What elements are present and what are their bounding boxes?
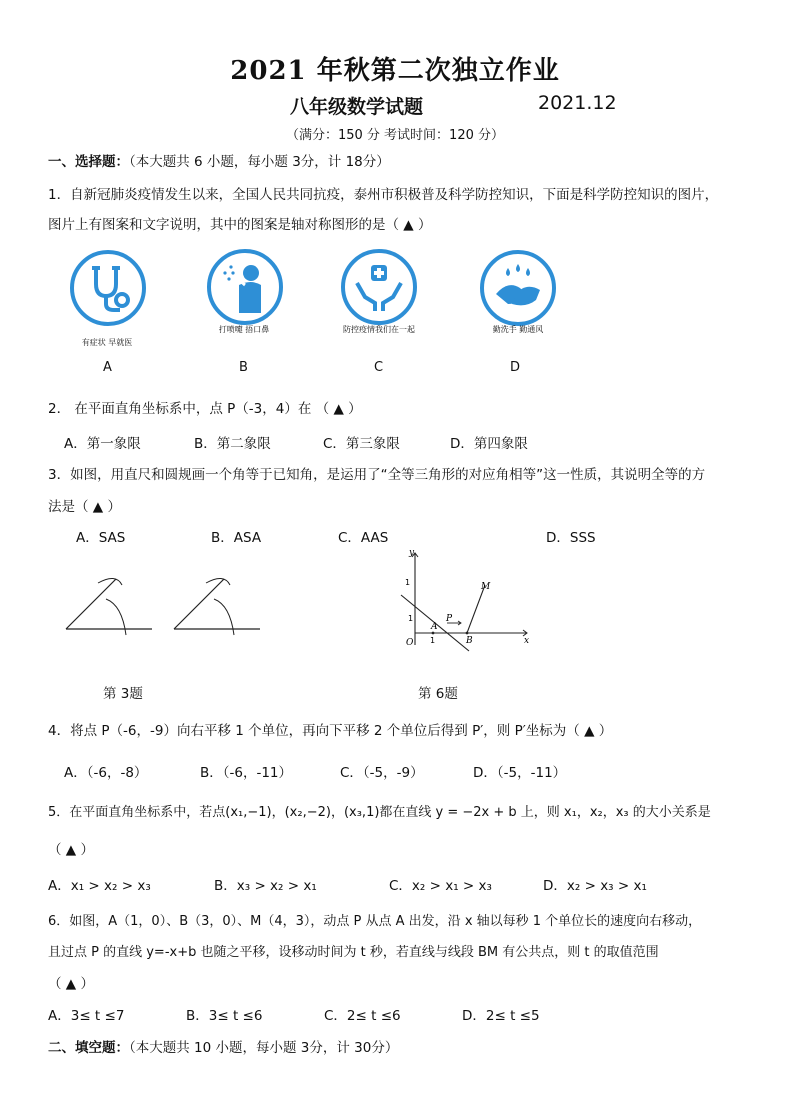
exam-subtitle: 八年级数学试题 bbox=[290, 96, 424, 118]
icon-c-caption: 防控疫情我们在一起 bbox=[343, 325, 415, 334]
q1-option-a: A bbox=[103, 360, 112, 375]
q3-line1: 3．如图，用直尺和圆规画一个角等于已知角，是运用了“全等三角形的对应角相等”这一性质，其说明全等的方 bbox=[48, 467, 706, 483]
q3-figure-left bbox=[64, 565, 156, 640]
q3-option-c: C．AAS bbox=[338, 530, 389, 546]
icon-a-caption: 有症状 早就医 bbox=[81, 338, 133, 347]
q1-line1: 1．自新冠肺炎疫情发生以来，全国人民共同抗疫，泰州市积极普及科学防控知识，下面是科学防控知识的图片， bbox=[48, 187, 719, 203]
q2-stem: 2． 在平面直角坐标系中，点 P（-3，4）在 （ ▲ ） bbox=[48, 401, 362, 417]
q6-one-top-label: 1 bbox=[405, 578, 411, 587]
q1-option-c: C bbox=[374, 360, 384, 375]
q6-one-y-label: 1 bbox=[408, 614, 414, 623]
q5-stem: 5．在平面直角坐标系中，若点(x₁,−1)，(x₂,−2)，(x₃,1)都在直线 y = −2x + b 上，则 x₁，x₂，x₃ 的大小关系是 bbox=[48, 805, 711, 820]
q6-one-x-label: 1 bbox=[430, 636, 436, 645]
q6-origin-label: O bbox=[406, 638, 414, 648]
q6-option-b: B．3≤ t ≤6 bbox=[186, 1008, 263, 1024]
score-info: （满分：150 分 考试时间：120 分） bbox=[285, 128, 505, 143]
q2-option-a: A．第一象限 bbox=[64, 436, 141, 452]
q1-option-b: B bbox=[239, 360, 248, 375]
section2-header bbox=[48, 1036, 398, 1056]
q3-line2: 法是（ ▲ ） bbox=[48, 499, 121, 515]
q6-option-c: C．2≤ t ≤6 bbox=[324, 1008, 401, 1024]
q6-figure bbox=[395, 545, 535, 655]
q3-option-d: D．SSS bbox=[546, 530, 596, 546]
q3-option-b: B．ASA bbox=[211, 530, 262, 546]
q6-figure-caption: 第 6题 bbox=[418, 686, 458, 702]
q6-line2: 且过点 P 的直线 y=-x+b 也随之平移，设移动时间为 t 秒，若直线与线段 BM 有公共点，则 t 的取值范围 bbox=[48, 945, 659, 960]
q6-b-label: B bbox=[466, 636, 473, 646]
handwash-icon bbox=[480, 250, 556, 326]
q2-option-d: D．第四象限 bbox=[450, 436, 528, 452]
q2-option-c: C．第三象限 bbox=[323, 436, 400, 452]
exam-date: 2021.12 bbox=[538, 92, 617, 114]
section2-desc: （本大题共 10 小题，每小题 3分，计 30分） bbox=[129, 1040, 399, 1056]
q3-figure-caption: 第 3题 bbox=[103, 686, 143, 702]
exam-title: 2021 年秋第二次独立作业 bbox=[230, 56, 560, 86]
stethoscope-icon bbox=[70, 250, 146, 326]
q6-a-label: A bbox=[431, 622, 438, 632]
q4-option-b: B．（-6，-11） bbox=[200, 765, 293, 781]
q3-option-a: A．SAS bbox=[76, 530, 126, 546]
q5-option-c: C．x₂ > x₁ > x₃ bbox=[389, 878, 492, 894]
section1-desc: （本大题共 6 小题，每小题 3分，计 18分） bbox=[129, 154, 390, 170]
q1-option-d: D bbox=[510, 360, 521, 375]
q5-option-d: D．x₂ > x₃ > x₁ bbox=[543, 878, 647, 894]
sneeze-icon bbox=[207, 249, 283, 325]
q2-option-b: B．第二象限 bbox=[194, 436, 271, 452]
medical-cross-hands-icon bbox=[341, 249, 417, 325]
q1-line2: 图片上有图案和文字说明，其中的图案是轴对称图形的是（ ▲ ） bbox=[48, 217, 432, 233]
q6-option-a: A．3≤ t ≤7 bbox=[48, 1008, 125, 1024]
q4-option-a: A．（-6，-8） bbox=[64, 765, 148, 781]
section1-header bbox=[48, 150, 390, 170]
q6-option-d: D．2≤ t ≤5 bbox=[462, 1008, 540, 1024]
q6-p-label: P bbox=[446, 614, 453, 624]
icon-b-caption: 打喷嚏 捂口鼻 bbox=[218, 325, 270, 334]
q6-answer-blank: （ ▲ ） bbox=[48, 976, 94, 992]
q6-line1: 6．如图，A（1，0）、B（3，0）、M（4，3），动点 P 从点 A 出发，沿 x 轴以每秒 1 个单位长的速度向右移动， bbox=[48, 914, 702, 929]
section1-heading: 一、选择题： bbox=[48, 154, 129, 170]
q6-x-label: x bbox=[524, 636, 530, 646]
section2-heading: 二、填空题： bbox=[48, 1040, 129, 1056]
q5-option-a: A．x₁ > x₂ > x₃ bbox=[48, 878, 151, 894]
q4-option-d: D．（-5，-11） bbox=[473, 765, 567, 781]
q6-m-label: M bbox=[481, 582, 491, 592]
q4-option-c: C．（-5，-9） bbox=[340, 765, 424, 781]
q3-figure-right bbox=[172, 565, 264, 640]
q5-answer-blank: （ ▲ ） bbox=[48, 842, 94, 858]
q4-stem: 4．将点 P（-6，-9）向右平移 1 个单位，再向下平移 2 个单位后得到 P′，则 P′坐标为（ ▲ ） bbox=[48, 723, 613, 739]
icon-d-caption: 勤洗手 勤通风 bbox=[492, 325, 544, 334]
q6-y-label: y bbox=[409, 548, 415, 558]
q5-option-b: B．x₃ > x₂ > x₁ bbox=[214, 878, 317, 894]
